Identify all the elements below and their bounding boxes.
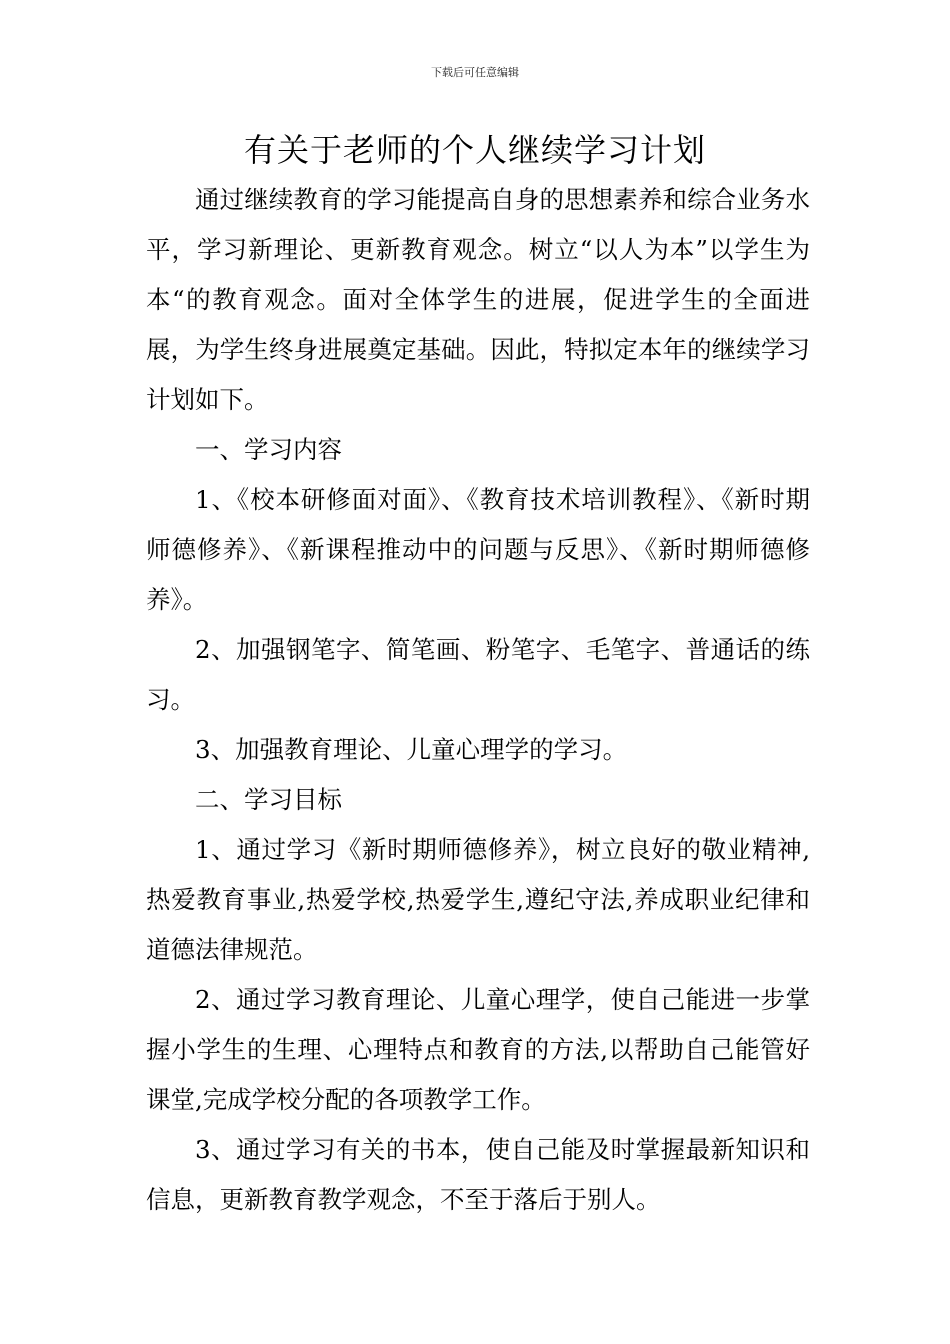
document-title: 有关于老师的个人继续学习计划 bbox=[243, 131, 706, 169]
goal-item-2: 2、通过学习教育理论、儿童心理学，使自己能进一步掌握小学生的生理、心理特点和教育的方法,以帮助自己能管好课堂,完成学校分配的各项教学工作。 bbox=[146, 985, 810, 1114]
document-body bbox=[146, 175, 810, 1225]
section-heading-content: 一、学习内容 bbox=[195, 435, 342, 464]
intro-paragraph: 通过继续教育的学习能提高自身的思想素养和综合业务水平，学习新理论、更新教育观念。树立“以人为本”以学生为本“的教育观念。面对全体学生的进展，促进学生的全面进展，为学生终身进展奠定基础。因此，特拟定本年的继续学习计划如下。 bbox=[146, 185, 810, 414]
header-note: 下载后可任意编辑 bbox=[431, 66, 519, 79]
content-item-1: 1、《校本研修面对面》、《教育技术培训教程》、《新时期师德修养》、《新课程推动中的问题与反思》、《新时期师德修养》。 bbox=[146, 485, 810, 614]
goal-item-3: 3、通过学习有关的书本，使自己能及时掌握最新知识和信息，更新教育教学观念，不至于落后于别人。 bbox=[146, 1135, 810, 1214]
content-item-2: 2、加强钢笔字、简笔画、粉笔字、毛笔字、普通话的练习。 bbox=[146, 635, 810, 714]
content-item-3: 3、加强教育理论、儿童心理学的学习。 bbox=[195, 735, 628, 764]
section-heading-goals: 二、学习目标 bbox=[195, 785, 342, 814]
goal-item-1: 1、通过学习《新时期师德修养》，树立良好的敬业精神,热爱教育事业,热爱学校,热爱学生,遵纪守法,养成职业纪律和道德法律规范。 bbox=[146, 835, 810, 964]
